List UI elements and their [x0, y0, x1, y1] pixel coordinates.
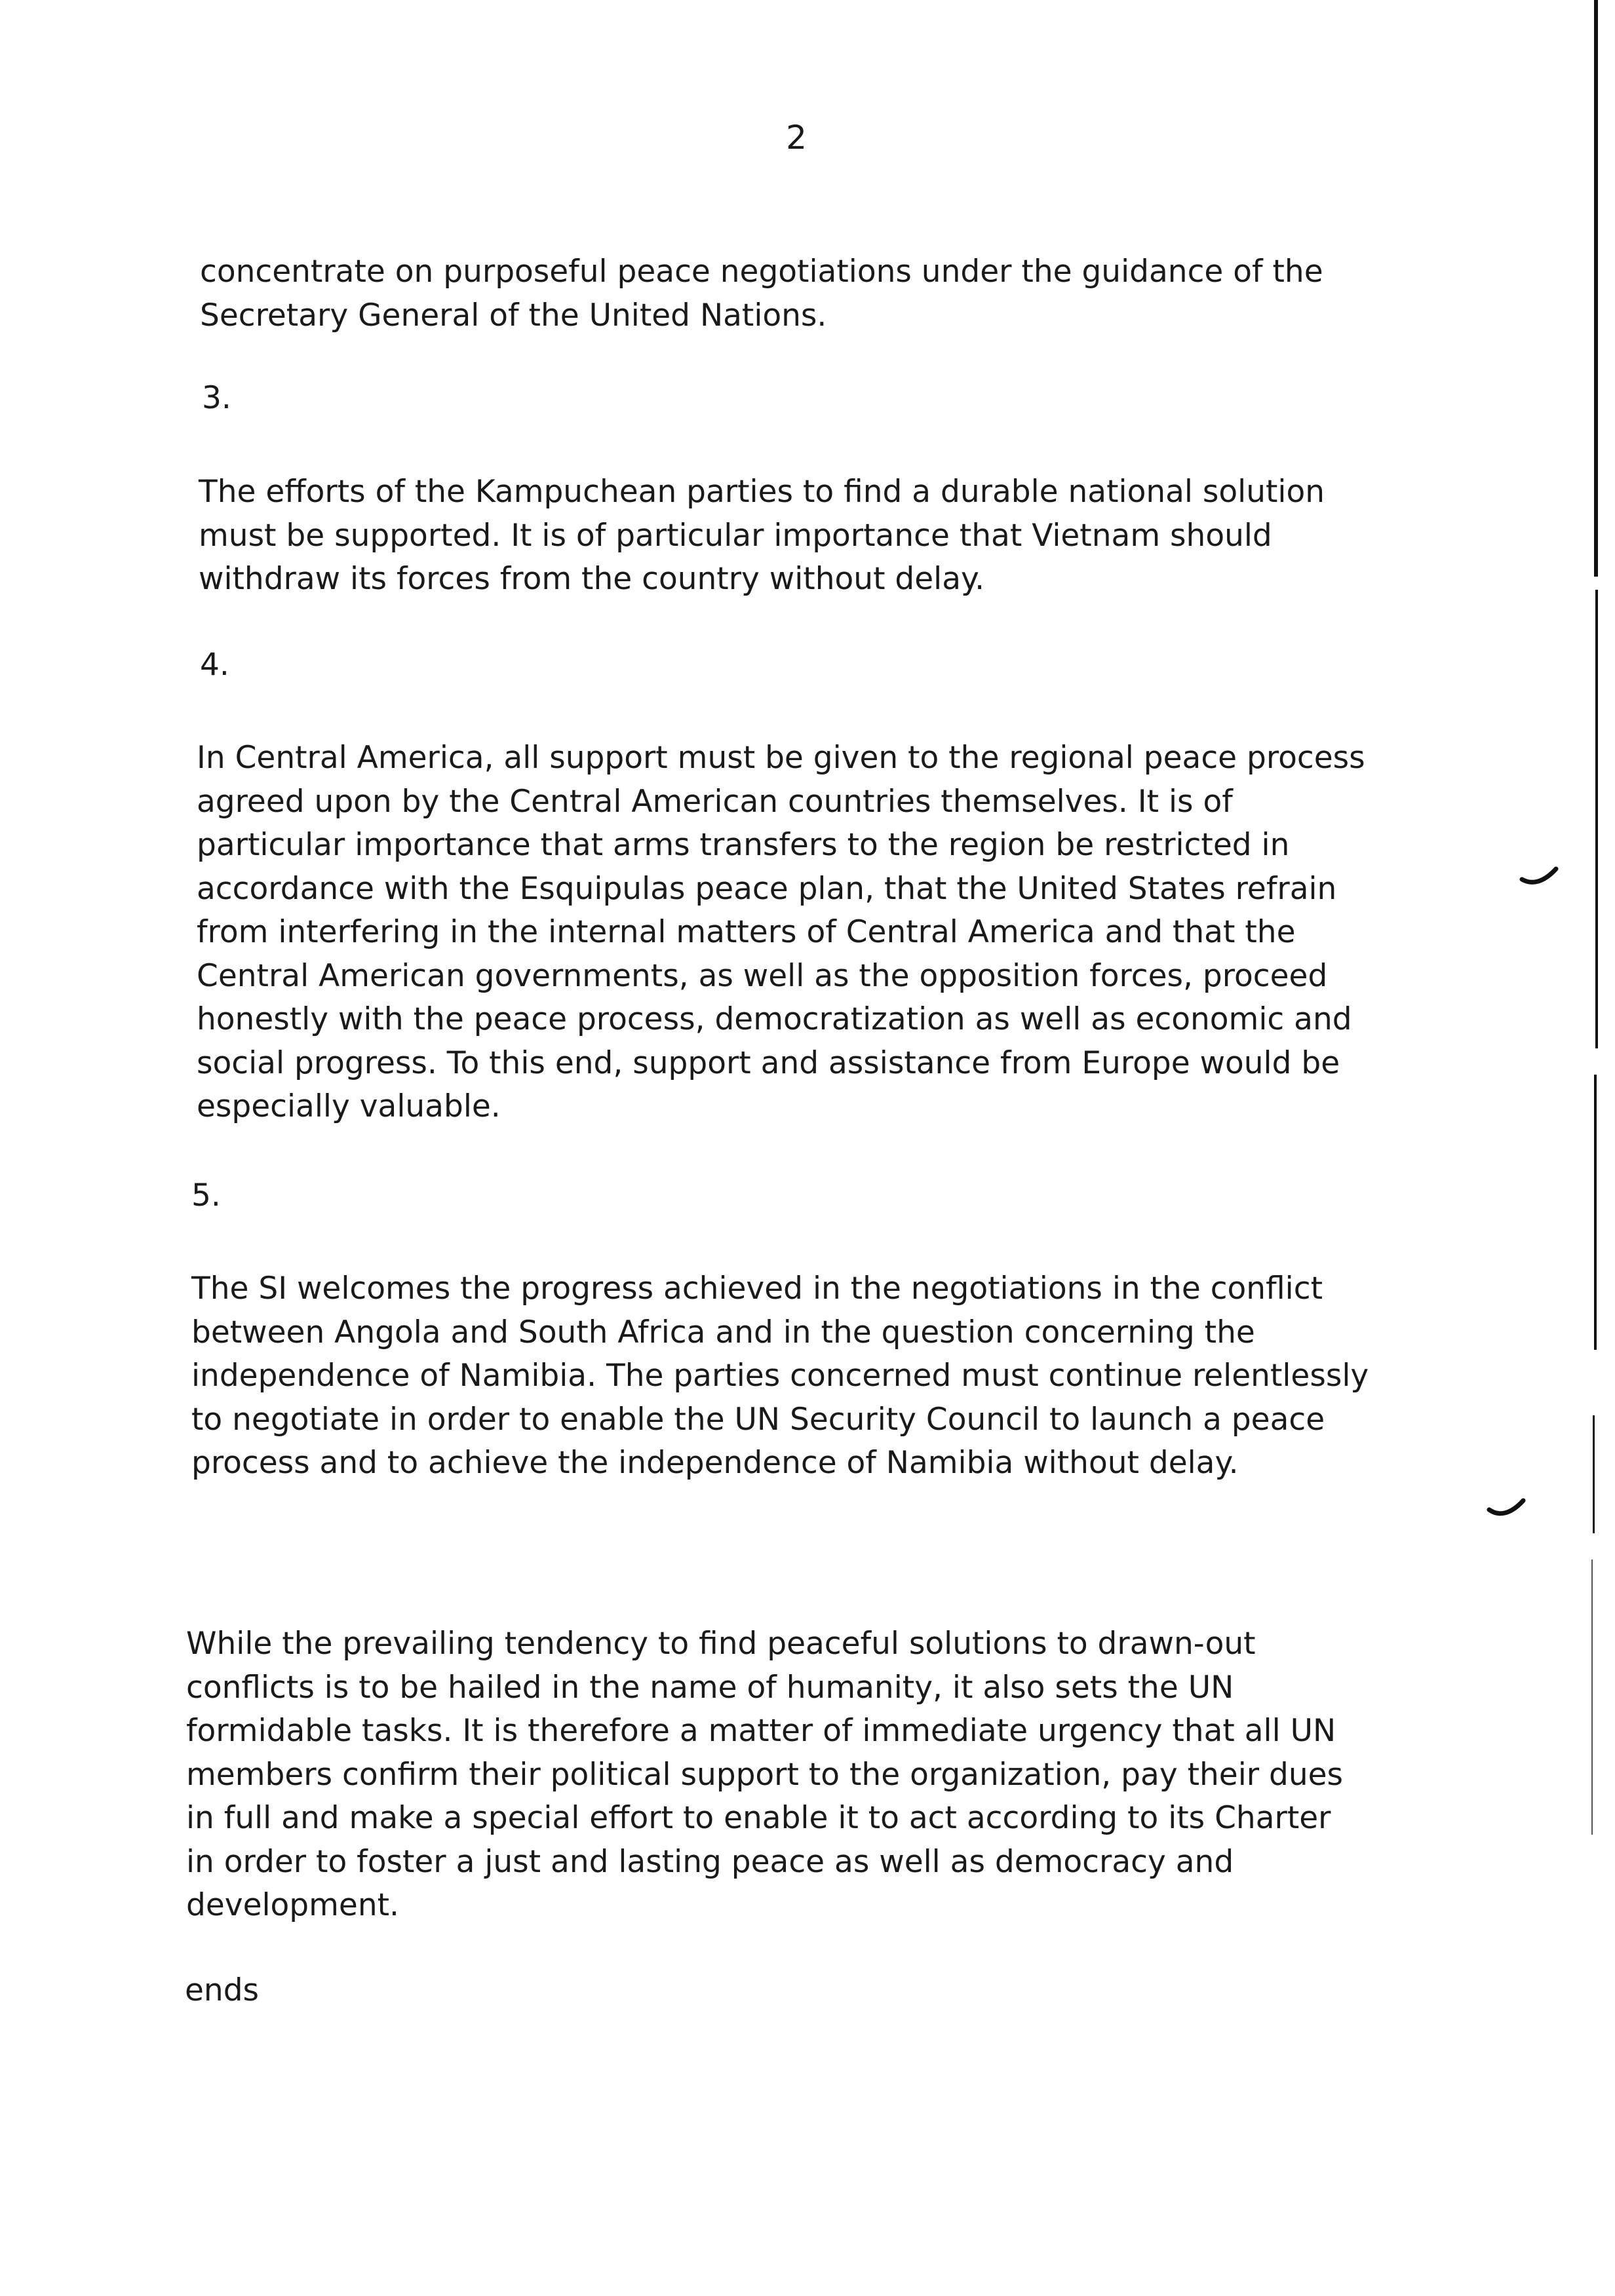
text-line: conflicts is to be hailed in the name of humanity, it also sets the UN — [186, 1669, 1234, 1706]
text-line: honestly with the peace process, democratization as well as economic and — [197, 1001, 1352, 1037]
text-line: development. — [186, 1887, 399, 1923]
text-line: in order to foster a just and lasting peace as well as democracy and — [186, 1843, 1234, 1880]
paragraph-6 — [186, 1622, 1343, 1928]
text-line: The efforts of the Kampuchean parties to find a durable national solution — [199, 474, 1325, 510]
text-line: in full and make a special effort to enable it to act according to its Charter — [186, 1800, 1331, 1836]
text-line: between Angola and South Africa and in the question concerning the — [191, 1314, 1255, 1350]
text-line: members confirm their political support to the organization, pay their dues — [186, 1756, 1344, 1793]
text-line: Central American governments, as well as the opposition forces, proceed — [197, 957, 1328, 994]
paragraph-5 — [191, 1267, 1369, 1485]
check-mark-icon — [1519, 865, 1559, 887]
scan-edge-line — [1594, 0, 1598, 577]
section-number-5: 5. — [191, 1177, 221, 1214]
page-number: 2 — [786, 119, 807, 157]
scan-edge-line — [1593, 1415, 1595, 1533]
scan-edge-line — [1595, 590, 1598, 1048]
scan-edge-line — [1594, 1075, 1597, 1350]
text-line: withdraw its forces from the country without delay. — [199, 561, 985, 597]
text-line: accordance with the Esquipulas peace plan, that the United States refrain — [197, 870, 1337, 907]
text-line: social progress. To this end, support and assistance from Europe would be — [197, 1044, 1340, 1081]
text-line: The SI welcomes the progress achieved in the negotiations in the conflict — [191, 1271, 1323, 1307]
text-line: particular importance that arms transfers to the region be restricted in — [197, 827, 1290, 863]
text-line: In Central America, all support must be given to the regional peace process — [197, 740, 1365, 776]
text-line: to negotiate in order to enable the UN Security Council to launch a peace — [191, 1401, 1325, 1438]
section-number-4: 4. — [200, 647, 229, 683]
paragraph-3 — [199, 470, 1325, 602]
text-line: Secretary General of the United Nations. — [200, 297, 827, 334]
text-line: process and to achieve the independence of Namibia without delay. — [191, 1445, 1239, 1481]
text-line: While the prevailing tendency to find peaceful solutions to drawn-out — [186, 1626, 1256, 1662]
closing-word: ends — [185, 1972, 260, 2008]
text-line: especially valuable. — [197, 1088, 501, 1124]
check-mark-icon — [1487, 1497, 1526, 1519]
section-number-3: 3. — [202, 380, 231, 416]
text-line: independence of Namibia. The parties concerned must continue relentlessly — [191, 1358, 1369, 1394]
text-line: must be supported. It is of particular importance that Vietnam should — [199, 517, 1272, 554]
text-line: formidable tasks. It is therefore a matter of immediate urgency that all UN — [186, 1713, 1336, 1749]
paragraph-4 — [197, 737, 1365, 1129]
text-line: concentrate on purposeful peace negotiations under the guidance of the — [200, 254, 1323, 290]
scan-edge-line — [1591, 1559, 1593, 1835]
text-line: from interfering in the internal matters of Central America and that the — [197, 914, 1296, 950]
paragraph-1 — [200, 250, 1323, 337]
text-line: agreed upon by the Central American countries themselves. It is of — [197, 783, 1233, 820]
